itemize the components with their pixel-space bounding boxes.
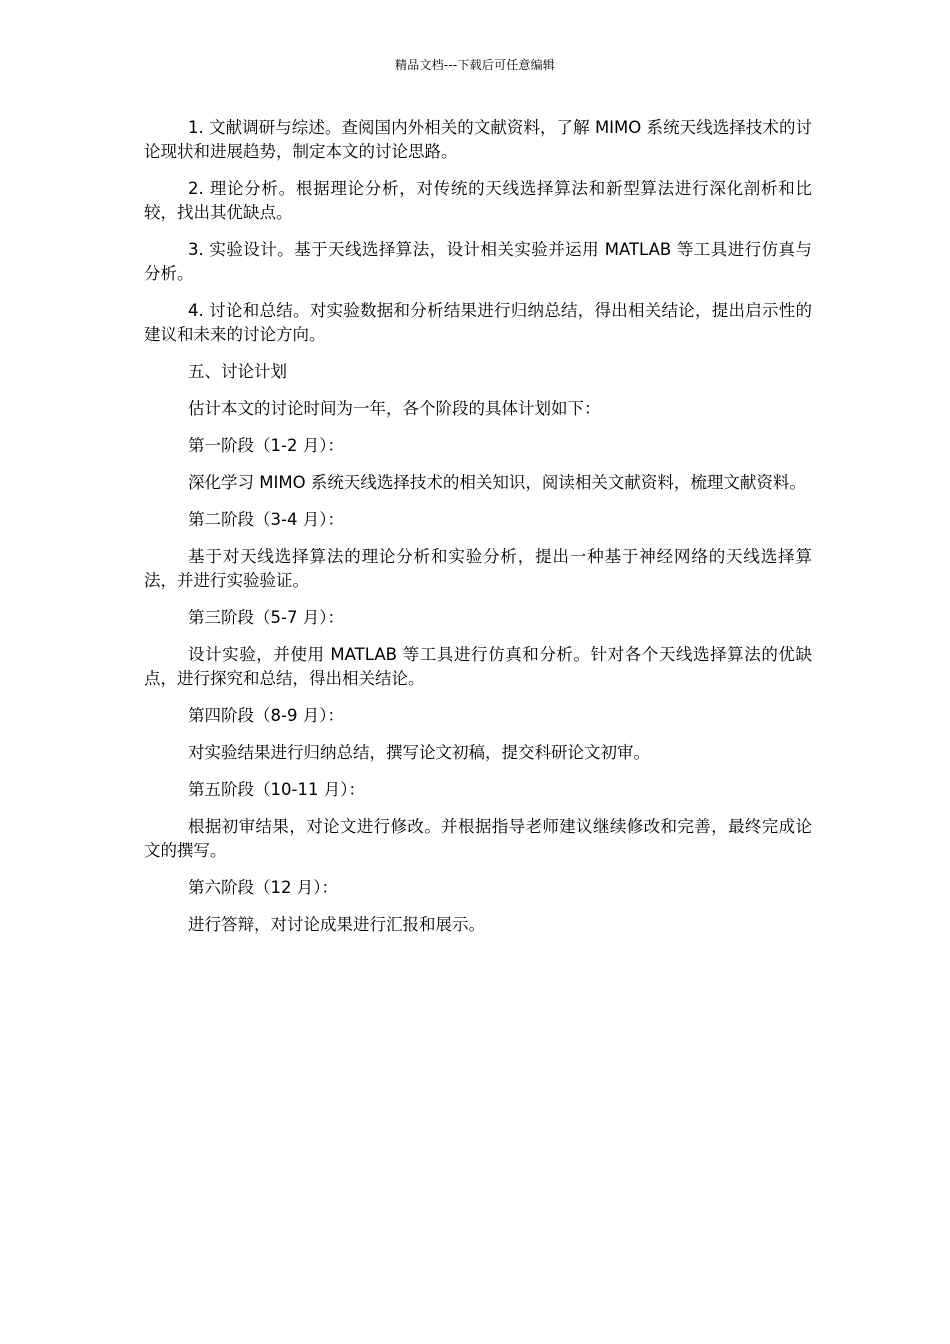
stage-5-desc: 根据初审结果，对论文进行修改。并根据指导老师建议继续修改和完善，最终完成论文的撰写。 [144,817,812,860]
stage-2-title: 第二阶段（3-4 月）： [188,510,344,529]
section-heading: 五、讨论计划 [188,362,287,381]
stage-4-desc: 对实验结果进行归纳总结，撰写论文初稿，提交科研论文初审。 [188,743,650,762]
stage-3-desc: 设计实验，并使用 MATLAB 等工具进行仿真和分析。针对各个天线选择算法的优缺点，进行探究和总结，得出相关结论。 [144,645,812,688]
stage-6-title: 第六阶段（12 月）： [188,878,338,897]
method-item-4: 4. 讨论和总结。对实验数据和分析结果进行归纳总结，得出相关结论，提出启示性的建议和未来的讨论方向。 [144,301,812,344]
stage-2-desc: 基于对天线选择算法的理论分析和实验分析，提出一种基于神经网络的天线选择算法，并进行实验验证。 [144,547,812,590]
stage-1-desc: 深化学习 MIMO 系统天线选择技术的相关知识，阅读相关文献资料，梳理文献资料。 [188,473,806,492]
stage-1-title: 第一阶段（1-2 月）： [188,436,344,455]
plan-intro: 估计本文的讨论时间为一年，各个阶段的具体计划如下： [188,399,601,418]
method-item-3: 3. 实验设计。基于天线选择算法，设计相关实验并运用 MATLAB 等工具进行仿真与分析。 [144,240,812,283]
page-header: 精品文档---下载后可任意编辑 [395,58,555,72]
stage-5-title: 第五阶段（10-11 月）： [188,780,365,799]
stage-3-title: 第三阶段（5-7 月）： [188,608,344,627]
stage-4-title: 第四阶段（8-9 月）： [188,706,344,725]
method-item-1: 1. 文献调研与综述。查阅国内外相关的文献资料，了解 MIMO 系统天线选择技术的讨论现状和进展趋势，制定本文的讨论思路。 [144,118,812,161]
method-item-2: 2. 理论分析。根据理论分析，对传统的天线选择算法和新型算法进行深化剖析和比较，找出其优缺点。 [144,179,812,222]
stage-6-desc: 进行答辩，对讨论成果进行汇报和展示。 [188,915,485,934]
document-body [144,116,812,950]
